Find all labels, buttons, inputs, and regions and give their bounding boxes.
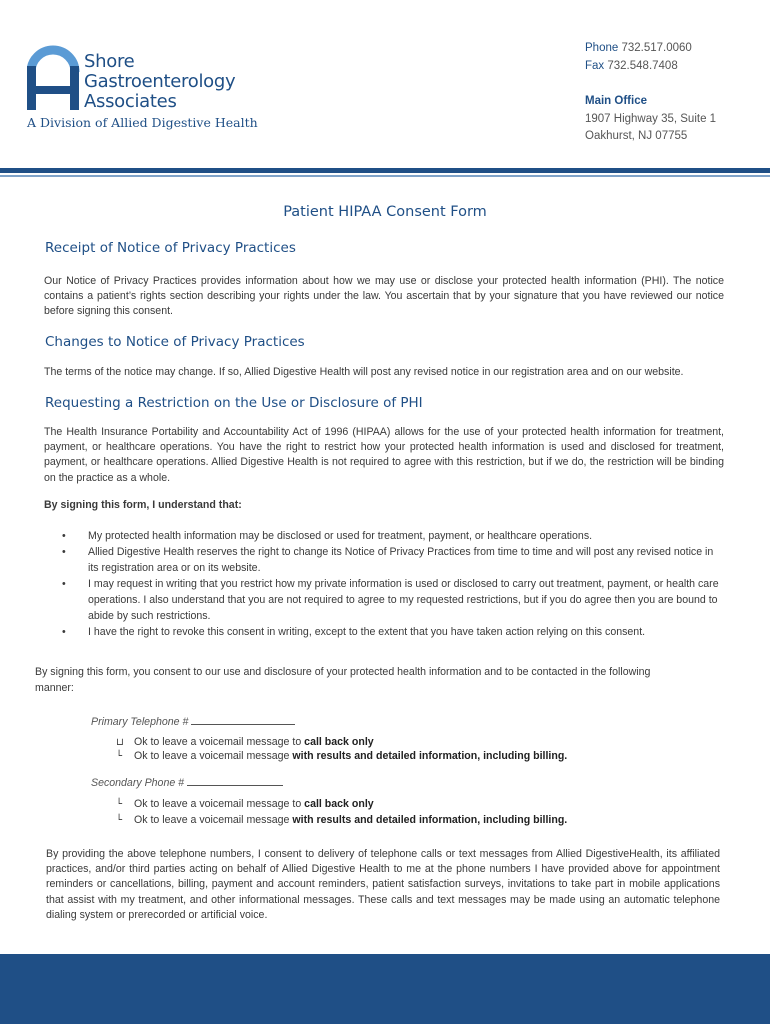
option-emphasis: with results and detailed information, including billing. [292,750,568,762]
option-text: Ok to leave a voicemail message [134,750,293,762]
understand-lead: By signing this form, I understand that: [44,499,242,511]
option-text: Ok to leave a voicemail message to [134,798,305,810]
secondary-phone-blank[interactable] [187,775,283,786]
logo-cross-bar [27,86,79,94]
header-divider [0,168,770,173]
consent-lead: By signing this form, you consent to our use and disclosure of your protected health information and to be contacted in the following manner: [35,666,651,694]
logo-line-3: Associates [84,91,177,112]
primary-phone-label: Primary Telephone # [91,716,189,728]
bullet-icon: • [62,626,66,638]
header-divider-thin [0,175,770,177]
bullet-icon: • [62,530,66,542]
checkbox-icon[interactable]: └ [116,815,123,826]
primary-callback-option[interactable] [116,736,374,748]
understanding-list [62,528,722,640]
address-line-1: 1907 Highway 35, Suite 1 [585,112,717,125]
form-title: Patient HIPAA Consent Form [283,204,487,220]
secondary-detailed-option[interactable] [116,814,567,826]
logo-line-2: Gastroenterology [84,71,236,92]
address-line-2: Oakhurst, NJ 07755 [585,130,688,142]
option-text: Ok to leave a voicemail message to [134,736,305,748]
list-item [62,528,722,544]
primary-detailed-option[interactable] [116,750,567,762]
list-item-text: I may request in writing that you restrict how my private information is used or disclosed to carry out treatment, payment, or health care operations. I also understand that you are not required to agree to my requested restrictions, but if you do agree then you are bound to abide by such restrictions. [88,578,719,622]
checkbox-icon[interactable]: ⊔ [116,737,124,748]
fax-number: 732.548.7408 [607,59,678,72]
option-emphasis: with results and detailed information, including billing. [292,814,568,826]
secondary-callback-option[interactable] [116,798,374,810]
section-body-receipt: Our Notice of Privacy Practices provides information about how we may use or disclose your protected health information (PHI). The notice contains a patient’s rights section describing your rights under the law. You ascertain that by your signature that you have reviewed our notice before signing this consent. [44,275,724,318]
contact-block [585,40,716,146]
bullet-icon: • [62,578,66,590]
secondary-phone-label: Secondary Phone # [91,777,185,789]
list-item-text: My protected health information may be disclosed or used for treatment, payment, or healthcare operations. [88,530,593,542]
section-heading-changes: Changes to Notice of Privacy Practices [45,334,305,350]
bullet-icon: • [62,546,66,558]
list-item [62,576,722,624]
division-tagline: A Division of Allied Digestive Health [27,115,258,130]
fax-label: Fax [585,59,605,72]
list-item [62,624,722,640]
footer-band [0,954,770,1024]
phone-label: Phone [585,42,619,54]
fax-row [585,58,716,76]
list-item-text: Allied Digestive Health reserves the right to change its Notice of Privacy Practices from time to time and will post any revised notice in its registration area or on its website. [88,546,714,574]
primary-phone-field[interactable] [91,714,295,728]
primary-phone-blank[interactable] [191,714,295,725]
section-body-changes: The terms of the notice may change. If so, Allied Digestive Health will post any revised notice in our registration area and on our website. [44,366,684,378]
secondary-phone-field[interactable] [91,775,283,789]
logo-wordmark [84,52,235,112]
phone-number[interactable]: 732.517.0060 [621,42,692,54]
option-text: Ok to leave a voicemail message [134,814,293,826]
checkbox-icon[interactable]: └ [116,799,123,810]
logo-arc-icon [31,50,75,72]
telephone-consent-paragraph: By providing the above telephone numbers, I consent to delivery of telephone calls or text messages from Allied DigestiveHealth, its affiliated practices, and/or third parties acting on behalf of Allied Digestive Health to me at the phone numbers I have provided above for appointment reminders or cancellations, billing, payment and account reminders, patient satisfaction surveys, invitations to take part in mobile applications that assist with my treatment, and other informational messages. These calls and text messages may be made using an automatic telephone dialing system or prerecorded or artificial voice. [46,848,720,921]
logo-line-1: Shore [84,51,135,72]
option-emphasis: call back only [304,736,374,748]
list-item-text: I have the right to revoke this consent in writing, except to the extent that you have taken action relying on this consent. [88,626,646,638]
list-item [62,544,722,576]
checkbox-icon[interactable]: └ [116,751,123,762]
section-heading-restriction: Requesting a Restriction on the Use or Disclosure of PHI [45,395,423,411]
main-office-title: Main Office [585,95,647,107]
section-body-restriction: The Health Insurance Portability and Accountability Act of 1996 (HIPAA) allows for the use of your protected health information for treatment, payment, or healthcare operations. You have the right to restrict how your protected health information is used and disclosed for treatment, payment, or healthcare operations. Allied Digestive Health is not required to agree with this restriction, but if we do, the restriction will be binding on the practice as a whole. [44,426,724,484]
phone-row [585,40,716,58]
option-emphasis: call back only [304,798,374,810]
section-heading-receipt: Receipt of Notice of Privacy Practices [45,240,296,256]
